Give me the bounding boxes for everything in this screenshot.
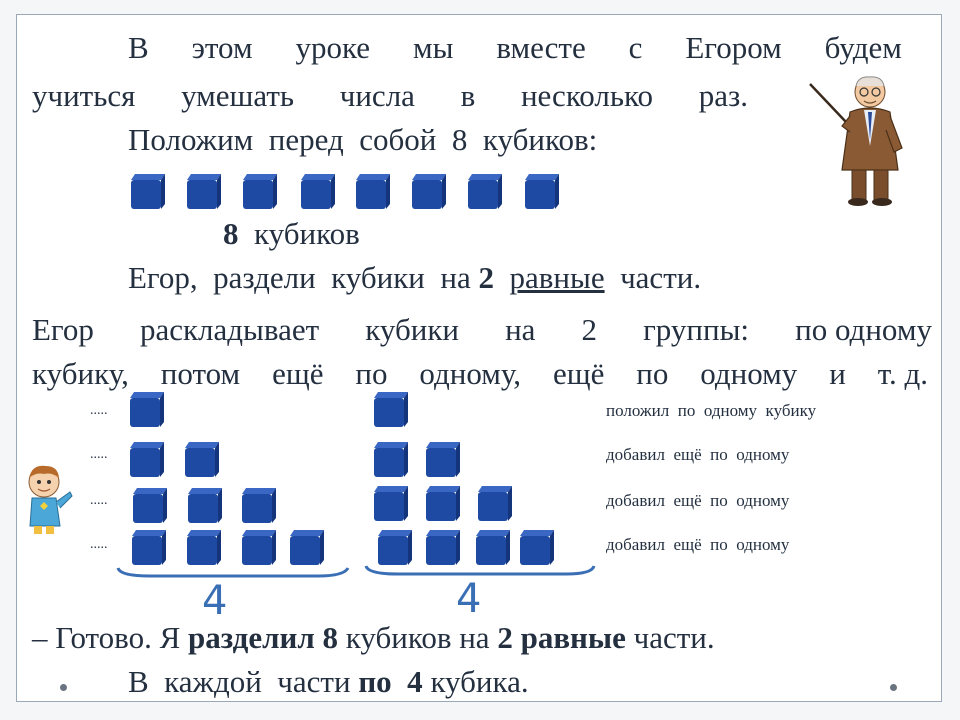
explain-line-2-word: по xyxy=(355,356,388,391)
explain-line-2-word: и xyxy=(829,356,846,391)
explain-line-1-word: Егор xyxy=(32,312,94,347)
explain-line-1-word: 2 xyxy=(581,312,598,347)
cube-count-number: 8 xyxy=(223,216,239,251)
step-label: положил по одному кубику xyxy=(606,401,817,420)
intro-line-1-word: с xyxy=(628,30,643,65)
explain-line-1-word: по одному xyxy=(795,312,932,347)
explain-line-2-word: по xyxy=(636,356,669,391)
group-1-count: 4 xyxy=(202,578,228,624)
task-number: 2 xyxy=(478,260,494,295)
done-line xyxy=(32,620,715,656)
intro-line-3: Положим перед собой 8 кубиков: xyxy=(128,122,598,157)
intro-line-2-word: числа xyxy=(339,78,415,113)
result-line xyxy=(128,664,529,700)
explain-line-2-word: одному xyxy=(700,356,798,391)
intro-line-1-word: мы xyxy=(413,30,454,65)
intro-line-1-word: В xyxy=(128,30,149,65)
explain-line-1-word: кубики xyxy=(365,312,459,347)
task-text: Егор, раздели кубики на xyxy=(128,260,479,295)
intro-line-2-word: умешать xyxy=(181,78,295,113)
done-c: кубиков на xyxy=(338,620,498,655)
intro-line-1-word: этом xyxy=(191,30,253,65)
done-a: – Готово. Я xyxy=(32,620,189,655)
step-label: добавил ещё по одному xyxy=(606,535,790,554)
explain-line-2-word: кубику, xyxy=(32,356,129,391)
slide-bullet-right xyxy=(890,684,897,691)
slide-bullet-left xyxy=(60,684,67,691)
step-dots: ..... xyxy=(90,537,108,552)
explain-line-2-word: т. д. xyxy=(877,356,928,391)
intro-line-1-word: вместе xyxy=(496,30,586,65)
result-c: кубика. xyxy=(422,664,529,699)
explain-line-2-word: потом xyxy=(160,356,241,391)
intro-line-2-word: учиться xyxy=(32,78,136,113)
step-label: добавил ещё по одному xyxy=(606,491,790,510)
done-e: части. xyxy=(625,620,715,655)
explain-line-1-word: раскладывает xyxy=(139,312,320,347)
intro-line-1-word: уроке xyxy=(295,30,371,65)
explain-line-2-word: ещё xyxy=(272,356,324,391)
step-dots: ..... xyxy=(90,447,108,462)
explain-line-2-word: ещё xyxy=(552,356,605,391)
intro-line-2-word: в xyxy=(460,78,476,113)
explain-line-2-word: одному, xyxy=(419,356,522,391)
intro-line-2-word: раз. xyxy=(698,78,748,113)
explain-line-1-word: группы: xyxy=(643,312,750,347)
task-end: части. xyxy=(620,260,702,295)
done-b: разделил 8 xyxy=(188,620,339,655)
intro-line-1-word: Егором xyxy=(685,30,782,65)
group-2-count: 4 xyxy=(456,576,482,622)
step-dots: ..... xyxy=(90,493,108,508)
intro-line-2-word: несколько xyxy=(520,78,653,113)
task-underlined-word: равные xyxy=(509,260,605,295)
cube-count-word: кубиков xyxy=(254,216,360,251)
step-label: добавил ещё по одному xyxy=(606,445,790,464)
result-a: В каждой части xyxy=(128,664,359,699)
done-d: 2 равные xyxy=(497,620,626,655)
intro-line-1-word: будем xyxy=(824,30,902,65)
step-dots: ..... xyxy=(90,403,108,418)
explain-line-1-word: на xyxy=(505,312,536,347)
result-b: по 4 xyxy=(358,664,423,699)
